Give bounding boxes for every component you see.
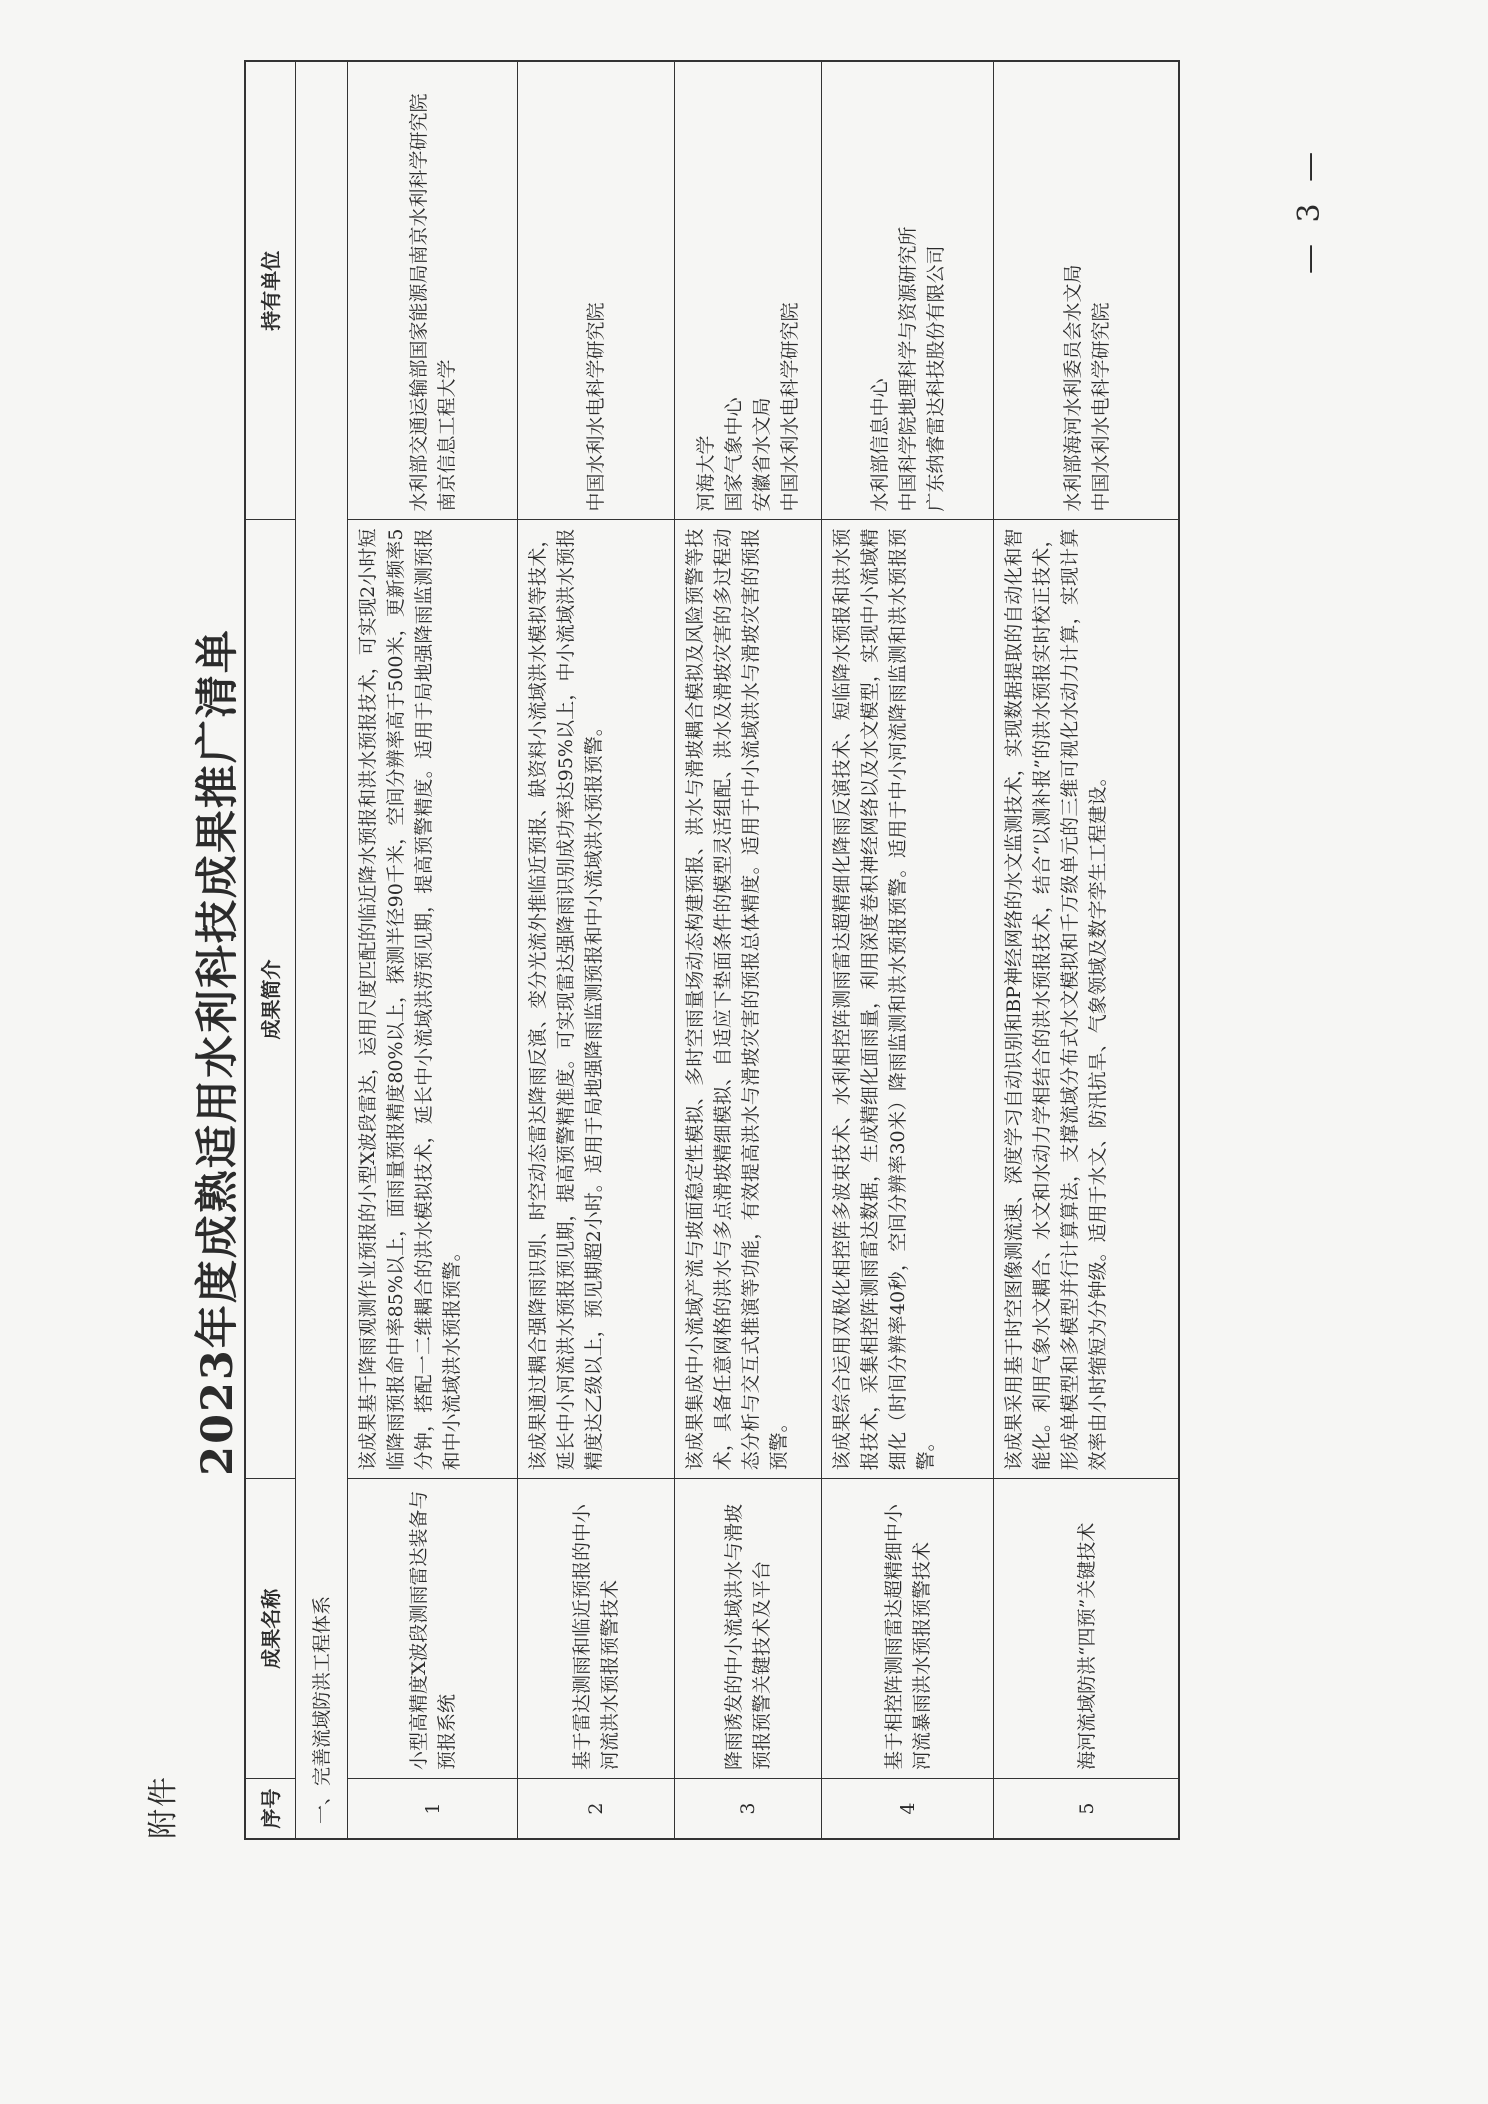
row-name: 海河流域防洪“四预”关键技术 [994, 1478, 1180, 1778]
row-index: 3 [675, 1778, 821, 1838]
row-index: 2 [518, 1778, 674, 1838]
row-name: 基于相控阵测雨雷达超精细中小河流暴雨洪水预报预警技术 [822, 1478, 993, 1778]
row-summary: 该成果综合运用双极化相控阵多波束技术、水利相控阵测雨雷达超精细化降雨反演技术、短临降水预报和洪水预报技术，采集相控阵测雨雷达数据，生成精细化面雨量，利用深度卷积神经网络以及水文模型，实现中小流域精细化（时间分辨率40秒，空间分辨率30米）降雨监测和洪水预报预警。适用于中小河流降雨监测和洪水预报预警。 [822, 519, 993, 1478]
row-holders: 河海大学 国家气象中心 安徽省水文局 中国水利水电科学研究院 [695, 302, 801, 512]
row-summary: 该成果集成中小流域产流与坡面稳定性模拟、多时空雨量场动态构建预报、洪水与滑坡耦合模拟及风险预警等技术，具备任意网格的洪水与多点滑坡精细模拟、自适应下垫面条件的模型灵活组配、洪水及滑坡灾害的多过程动态分析与交互式推演等功能，有效提高洪水与滑坡灾害的预报总体精度。适用于中小流域洪水与滑坡灾害的预报预警。 [675, 519, 821, 1478]
results-table [244, 60, 1180, 1840]
row-holders: 中国水利水电科学研究院 [585, 302, 607, 512]
table-row [518, 62, 675, 1838]
row-holders: 水利部海河水利委员会水文局 中国水利水电科学研究院 [1062, 264, 1112, 512]
row-holders: 水利部信息中心 中国科学院地理科学与资源研究所 广东纳睿雷达科技股份有限公司 [868, 226, 947, 512]
row-name: 降雨诱发的中小流域洪水与滑坡预报预警关键技术及平台 [675, 1478, 821, 1778]
table-row [348, 62, 518, 1838]
table-row [822, 62, 994, 1838]
attachment-label: 附件 [146, 1775, 181, 1839]
section-title: 一、完善流域防洪工程体系 [310, 1595, 333, 1824]
row-index: 4 [822, 1778, 993, 1838]
row-name: 小型高精度X波段测雨雷达装备与预报系统 [348, 1478, 517, 1778]
page-number: — 3 — [1292, 145, 1327, 274]
table-header-row [246, 62, 296, 1838]
row-index: 5 [994, 1778, 1180, 1838]
row-summary: 该成果采用基于时空图像测流速、深度学习自动识别和BP神经网络的水文监测技术，实现数据提取的自动化和智能化。利用气象水文耦合、水文和水动力学相结合的洪水预报技术，结合“以测补报”的洪水预报实时校正技术，形成单模型和多模型并行计算算法，支撑流域分布式水文模拟和千万级单元的三维可视化水动力计算，实现计算效率由小时缩短为分钟级。适用于水文、防汛抗旱、气象领域及数字孪生工程建设。 [994, 519, 1180, 1478]
header-name: 成果名称 [246, 1478, 295, 1778]
header-holders: 持有单位 [258, 250, 283, 331]
row-holders: 水利部交通运输部国家能源局南京水利科学研究院 南京信息工程大学 [407, 93, 458, 512]
header-index: 序号 [246, 1778, 295, 1838]
header-summary: 成果简介 [246, 519, 295, 1478]
document-title: 2023年度成熟适用水利科技成果推广清单 [193, 628, 243, 1476]
table-row [675, 62, 822, 1838]
table-row [994, 62, 1180, 1838]
row-index: 1 [348, 1778, 517, 1838]
row-summary: 该成果基于降雨观测作业预报的小型X波段雷达，运用尺度匹配的临近降水预报和洪水预报技术，可实现2小时短临降雨预报命中率85%以上，面雨量预报精度80%以上，探测半径90千米，空间分辨率高于500米，更新频率5分钟，搭配一二维耦合的洪水模拟技术，延长中小流域洪涝预见期，提高预警精度。适用于局地强降雨监测预报和中小流域洪水预报预警。 [348, 519, 517, 1478]
row-summary: 该成果通过耦合强降雨识别、时空动态雷达降雨反演、变分光流外推临近预报、缺资料小流域洪水模拟等技术，延长中小河流洪水预报预见期，提高预警精准度。可实现雷达强降雨识别成功率达95%以上，中小流域洪水预报精度达乙级以上，预见期超2小时。适用于局地强降雨监测预报和中小流域洪水预报预警。 [518, 519, 674, 1478]
section-row [296, 62, 348, 1838]
row-name: 基于雷达测雨和临近预报的中小河流洪水预报预警技术 [518, 1478, 674, 1778]
